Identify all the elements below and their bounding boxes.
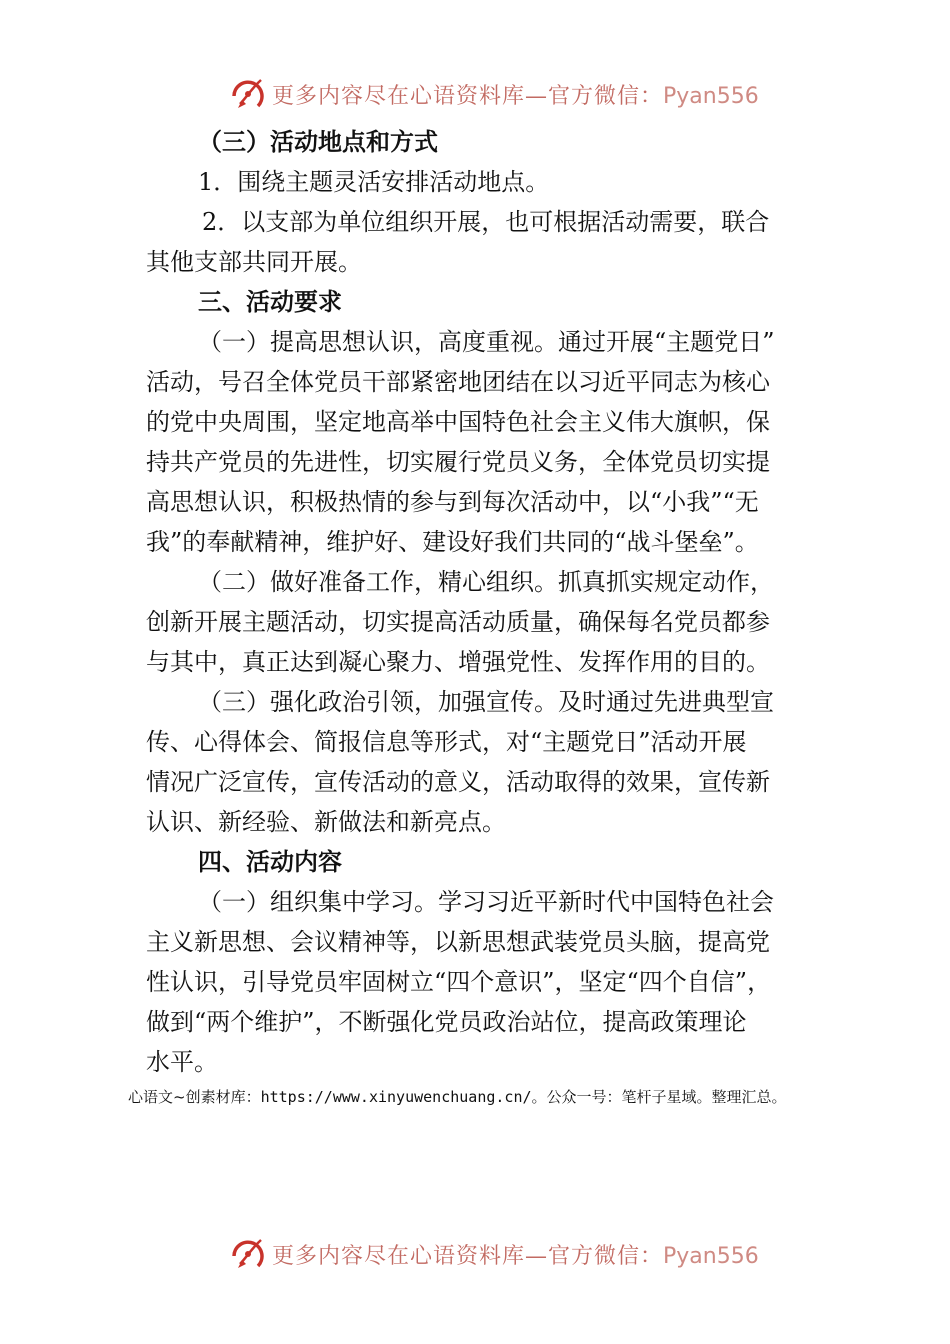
section-heading-content: 四、活动内容	[198, 848, 342, 876]
paragraph-line: 主义新思想、会议精神等，以新思想武装党员头脑，提高党	[146, 928, 770, 956]
paragraph-line: 高思想认识，积极热情的参与到每次活动中，以“小我”“无	[146, 488, 759, 516]
paragraph-line: 2．以支部为单位组织开展，也可根据活动需要，联合	[202, 208, 770, 236]
paragraph-line: 性认识，引导党员牢固树立“四个意识”，坚定“四个自信”，	[146, 968, 772, 996]
pen-logo-icon	[228, 1234, 268, 1274]
paragraph-line: 与其中，真正达到凝心聚力、增强党性、发挥作用的目的。	[146, 648, 770, 676]
paragraph-line: 水平。	[146, 1048, 218, 1076]
paragraph-line: 活动，号召全体党员干部紧密地团结在以习近平同志为核心	[146, 368, 770, 396]
pen-logo-icon	[228, 74, 268, 114]
subheading-location: （三）活动地点和方式	[198, 127, 438, 156]
paragraph-line: 情况广泛宣传，宣传活动的意义，活动取得的效果，宣传新	[146, 768, 770, 796]
document-body	[146, 122, 818, 1082]
paragraph-line: 创新开展主题活动，切实提高活动质量，确保每名党员都参	[146, 608, 770, 636]
paragraph-line: 1．围绕主题灵活安排活动地点。	[198, 168, 550, 196]
paragraph-line: 的党中央周围，坚定地高举中国特色社会主义伟大旗帜，保	[146, 408, 770, 436]
footnote-suffix: 。公众一号：笔杆子星域。整理汇总。	[531, 1088, 787, 1106]
paragraph-line: 我”的奉献精神，维护好、建设好我们共同的“战斗堡垒”。	[146, 528, 759, 556]
watermark-id: Pyan556	[663, 1243, 759, 1269]
section-heading-requirements: 三、活动要求	[198, 288, 342, 316]
footnote-prefix: 心语文~创素材库：	[128, 1088, 261, 1106]
paragraph-line: 持共产党员的先进性，切实履行党员义务，全体党员切实提	[146, 448, 770, 476]
footnote-url: https://www.xinyuwenchuang.cn/	[260, 1088, 532, 1106]
watermark-text: 更多内容尽在心语资料库—官方微信：Pyan556	[272, 1243, 759, 1269]
watermark-footer	[228, 1234, 759, 1274]
paragraph-line: 传、心得体会、简报信息等形式，对“主题党日”活动开展	[146, 728, 747, 756]
paragraph-line: 做到“两个维护”，不断强化党员政治站位，提高政策理论	[146, 1008, 747, 1036]
paragraph-line: （一）组织集中学习。学习习近平新时代中国特色社会	[198, 888, 774, 916]
paragraph-line: （二）做好准备工作，精心组织。抓真抓实规定动作，	[198, 568, 774, 596]
source-footnote	[128, 1086, 787, 1108]
paragraph-line: （一）提高思想认识，高度重视。通过开展“主题党日”	[198, 328, 775, 356]
watermark-header	[228, 74, 759, 114]
paragraph-line: （三）强化政治引领，加强宣传。及时通过先进典型宣	[198, 688, 774, 716]
paragraph-line: 认识、新经验、新做法和新亮点。	[146, 808, 506, 836]
watermark-id: Pyan556	[663, 83, 759, 109]
watermark-text: 更多内容尽在心语资料库—官方微信：Pyan556	[272, 83, 759, 109]
paragraph-line: 其他支部共同开展。	[146, 248, 362, 276]
